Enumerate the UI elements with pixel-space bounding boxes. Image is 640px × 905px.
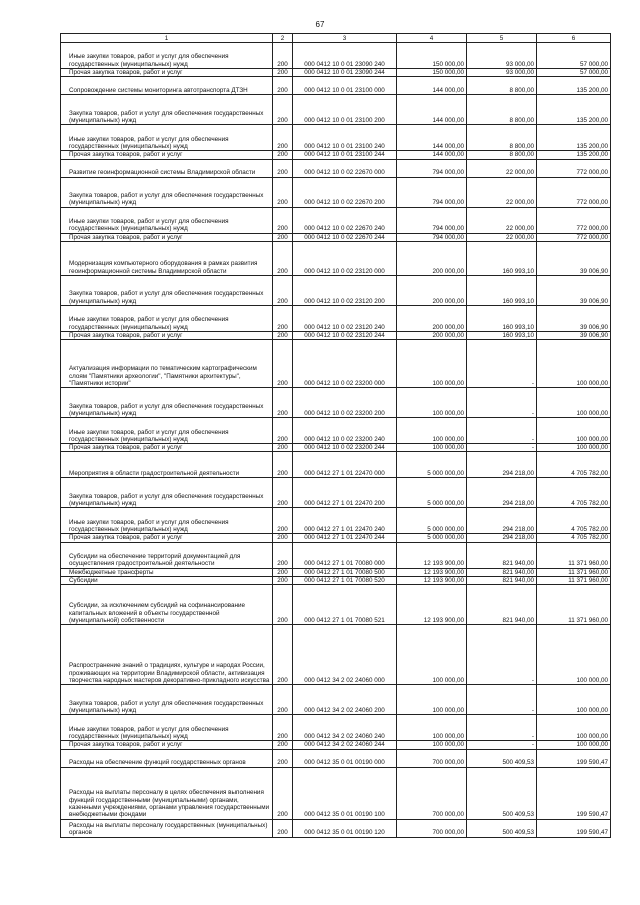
row-name: Сопровождение системы мониторинга автотранспорта ДТЗН [61,77,273,95]
row-col4: 5 000 000,00 [397,508,467,534]
row-name: Иные закупки товаров, работ и услуг для обеспечения государственных (муниципальных) нужд [61,305,273,331]
row-name: Расходы на обеспечение функций государственных органов [61,749,273,767]
row-name: Прочая закупка товаров, работ и услуг [61,151,273,159]
table-row [61,241,611,275]
row-col5: 160 993,10 [467,331,537,339]
row-code: 000 0412 10 0 01 23090 240 [293,43,397,69]
row-kvr: 200 [273,585,293,625]
table-row [61,444,611,452]
row-name: Иные закупки товаров, работ и услуг для обеспечения государственных (муниципальных) нужд [61,508,273,534]
row-code: 000 0412 10 0 02 23120 240 [293,305,397,331]
table-row [61,685,611,715]
row-kvr: 200 [273,340,293,388]
row-col5: 160 993,10 [467,305,537,331]
row-col6: 4 705 782,00 [537,452,611,478]
row-col6: 4 705 782,00 [537,478,611,508]
row-code: 000 0412 34 2 02 24060 244 [293,741,397,749]
row-name: Закупка товаров, работ и услуг для обеспечения государственных (муниципальных) нужд [61,95,273,125]
header-col-3: 3 [293,34,397,43]
row-code: 000 0412 27 1 01 70080 521 [293,585,397,625]
row-col4: 12 193 900,00 [397,577,467,585]
row-kvr: 200 [273,741,293,749]
row-code: 000 0412 10 0 02 22670 240 [293,207,397,233]
row-col6: 4 705 782,00 [537,534,611,542]
table-body [61,43,611,838]
table-header-row [61,34,611,43]
row-name: Прочая закупка товаров, работ и услуг [61,331,273,339]
row-name: Мероприятия в области градостроительной деятельности [61,452,273,478]
row-kvr: 200 [273,452,293,478]
row-name: Субсидии [61,577,273,585]
row-col6: 39 006,90 [537,305,611,331]
row-kvr: 200 [273,125,293,151]
row-code: 000 0412 27 1 01 70080 520 [293,577,397,585]
table-row [61,625,611,685]
row-col6: 199 590,47 [537,749,611,767]
row-kvr: 200 [273,95,293,125]
table-row [61,478,611,508]
row-col5: 8 800,00 [467,125,537,151]
row-code: 000 0412 10 0 02 23200 200 [293,388,397,418]
table-row [61,331,611,339]
row-col4: 5 000 000,00 [397,478,467,508]
row-col6: 199 590,47 [537,819,611,837]
row-col6: 100 000,00 [537,388,611,418]
row-name: Закупка товаров, работ и услуг для обеспечения государственных (муниципальных) нужд [61,275,273,305]
row-col6: 772 000,00 [537,233,611,241]
row-col4: 100 000,00 [397,388,467,418]
row-kvr: 200 [273,241,293,275]
row-col6: 57 000,00 [537,43,611,69]
row-code: 000 0412 10 0 01 23100 000 [293,77,397,95]
row-code: 000 0412 10 0 01 23090 244 [293,69,397,77]
row-col4: 100 000,00 [397,625,467,685]
row-kvr: 200 [273,151,293,159]
row-col4: 144 000,00 [397,95,467,125]
row-col4: 200 000,00 [397,241,467,275]
row-code: 000 0412 10 0 01 23100 240 [293,125,397,151]
budget-table [60,33,611,838]
row-code: 000 0412 10 0 01 23100 244 [293,151,397,159]
row-col5: 500 409,53 [467,749,537,767]
row-code: 000 0412 10 0 02 23120 000 [293,241,397,275]
row-kvr: 200 [273,508,293,534]
table-row [61,577,611,585]
row-col6: 11 371 960,00 [537,577,611,585]
row-col5: - [467,418,537,444]
row-code: 000 0412 27 1 01 22470 200 [293,478,397,508]
table-row [61,452,611,478]
row-col5: 8 800,00 [467,77,537,95]
row-code: 000 0412 10 0 01 23100 200 [293,95,397,125]
row-col6: 11 371 960,00 [537,542,611,568]
table-row [61,159,611,177]
row-kvr: 200 [273,685,293,715]
row-code: 000 0412 34 2 02 24060 000 [293,625,397,685]
row-col4: 12 193 900,00 [397,585,467,625]
row-col4: 700 000,00 [397,819,467,837]
row-col5: 93 000,00 [467,43,537,69]
row-col4: 700 000,00 [397,749,467,767]
row-name: Расходы на выплаты персоналу в целях обеспечения выполнения функций государственными (муниципальными) органами, казенными учреждениями, органами управления государственными внебюджетными фондами [61,767,273,819]
table-row [61,125,611,151]
header-col-2: 2 [273,34,293,43]
row-col5: 160 993,10 [467,275,537,305]
table-row [61,275,611,305]
row-code: 000 0412 27 1 01 70080 500 [293,568,397,576]
row-col6: 135 200,00 [537,151,611,159]
row-code: 000 0412 35 0 01 00190 120 [293,819,397,837]
row-name: Иные закупки товаров, работ и услуг для обеспечения государственных (муниципальных) нужд [61,418,273,444]
row-name: Межбюджетные трансферты [61,568,273,576]
row-col5: - [467,388,537,418]
row-col4: 12 193 900,00 [397,542,467,568]
table-row [61,305,611,331]
table-row [61,418,611,444]
row-col5: 821 940,00 [467,585,537,625]
row-kvr: 200 [273,207,293,233]
row-col6: 772 000,00 [537,159,611,177]
row-col6: 135 200,00 [537,125,611,151]
row-col5: - [467,444,537,452]
row-col4: 200 000,00 [397,331,467,339]
row-col5: 500 409,53 [467,767,537,819]
row-col5: 22 000,00 [467,207,537,233]
row-name: Расходы на выплаты персоналу государственных (муниципальных) органов [61,819,273,837]
row-name: Иные закупки товаров, работ и услуг для обеспечения государственных (муниципальных) нужд [61,715,273,741]
row-name: Закупка товаров, работ и услуг для обеспечения государственных (муниципальных) нужд [61,388,273,418]
row-name: Прочая закупка товаров, работ и услуг [61,69,273,77]
row-col6: 772 000,00 [537,177,611,207]
header-col-1: 1 [61,34,273,43]
row-col4: 794 000,00 [397,233,467,241]
row-col4: 100 000,00 [397,444,467,452]
table-row [61,767,611,819]
row-col6: 57 000,00 [537,69,611,77]
row-kvr: 200 [273,444,293,452]
row-col4: 794 000,00 [397,159,467,177]
row-col5: - [467,715,537,741]
row-col6: 100 000,00 [537,444,611,452]
row-col4: 144 000,00 [397,151,467,159]
row-code: 000 0412 10 0 02 23200 000 [293,340,397,388]
row-code: 000 0412 34 2 02 24060 200 [293,685,397,715]
row-col6: 39 006,90 [537,241,611,275]
row-kvr: 200 [273,534,293,542]
row-kvr: 200 [273,542,293,568]
row-code: 000 0412 10 0 02 22670 000 [293,159,397,177]
row-col5: 22 000,00 [467,177,537,207]
table-row [61,340,611,388]
row-col6: 39 006,90 [537,331,611,339]
header-col-4: 4 [397,34,467,43]
row-kvr: 200 [273,568,293,576]
row-kvr: 200 [273,77,293,95]
row-col5: 821 940,00 [467,568,537,576]
row-kvr: 200 [273,177,293,207]
row-col5: - [467,685,537,715]
row-col6: 100 000,00 [537,715,611,741]
row-col4: 700 000,00 [397,767,467,819]
row-col4: 150 000,00 [397,69,467,77]
row-col6: 135 200,00 [537,95,611,125]
row-col5: 294 218,00 [467,452,537,478]
row-name: Прочая закупка товаров, работ и услуг [61,444,273,452]
row-col4: 794 000,00 [397,207,467,233]
header-col-5: 5 [467,34,537,43]
row-kvr: 200 [273,478,293,508]
row-kvr: 200 [273,625,293,685]
row-kvr: 200 [273,577,293,585]
row-col4: 150 000,00 [397,43,467,69]
row-code: 000 0412 10 0 02 22670 200 [293,177,397,207]
row-col4: 100 000,00 [397,715,467,741]
row-kvr: 200 [273,749,293,767]
row-code: 000 0412 27 1 01 22470 244 [293,534,397,542]
row-col5: 160 993,10 [467,241,537,275]
row-col5: 294 218,00 [467,534,537,542]
row-col6: 100 000,00 [537,625,611,685]
header-col-6: 6 [537,34,611,43]
row-kvr: 200 [273,388,293,418]
table-row [61,207,611,233]
table-row [61,568,611,576]
row-name: Прочая закупка товаров, работ и услуг [61,741,273,749]
table-row [61,741,611,749]
table-row [61,585,611,625]
row-kvr: 200 [273,767,293,819]
row-kvr: 200 [273,159,293,177]
row-name: Развитие геоинформационной системы Владимирской области [61,159,273,177]
row-col6: 100 000,00 [537,741,611,749]
row-col5: - [467,741,537,749]
row-name: Иные закупки товаров, работ и услуг для обеспечения государственных (муниципальных) нужд [61,43,273,69]
row-code: 000 0412 35 0 01 00190 100 [293,767,397,819]
table-row [61,388,611,418]
row-col4: 144 000,00 [397,125,467,151]
row-code: 000 0412 27 1 01 22470 240 [293,508,397,534]
table-row [61,177,611,207]
row-col5: 93 000,00 [467,69,537,77]
row-kvr: 200 [273,819,293,837]
row-col4: 12 193 900,00 [397,568,467,576]
row-name: Актуализация информации по тематическим картографическим слоям "Памятники археологии", "Памятники архитектуры", "Памятники истории" [61,340,273,388]
row-name: Закупка товаров, работ и услуг для обеспечения государственных (муниципальных) нужд [61,478,273,508]
row-code: 000 0412 27 1 01 22470 000 [293,452,397,478]
row-code: 000 0412 35 0 01 00190 000 [293,749,397,767]
table-row [61,151,611,159]
row-col4: 5 000 000,00 [397,534,467,542]
row-col6: 135 200,00 [537,77,611,95]
row-name: Субсидии, за исключением субсидий на софинансирование капитальных вложений в объекты государственной (муниципальной) собственности [61,585,273,625]
table-row [61,749,611,767]
row-col6: 39 006,90 [537,275,611,305]
row-kvr: 200 [273,69,293,77]
row-name: Прочая закупка товаров, работ и услуг [61,233,273,241]
table-row [61,534,611,542]
row-col5: 294 218,00 [467,478,537,508]
row-col5: 821 940,00 [467,577,537,585]
table-row [61,77,611,95]
row-col4: 5 000 000,00 [397,452,467,478]
row-code: 000 0412 10 0 02 23200 240 [293,418,397,444]
row-code: 000 0412 10 0 02 23200 244 [293,444,397,452]
row-kvr: 200 [273,43,293,69]
row-col6: 772 000,00 [537,207,611,233]
row-name: Субсидии на обеспечение территорий документацией для осуществления градостроительной деятельности [61,542,273,568]
table-row [61,542,611,568]
row-col5: 821 940,00 [467,542,537,568]
row-col5: - [467,340,537,388]
row-col5: 8 800,00 [467,95,537,125]
table-row [61,95,611,125]
row-col6: 100 000,00 [537,340,611,388]
row-name: Закупка товаров, работ и услуг для обеспечения государственных (муниципальных) нужд [61,685,273,715]
row-col4: 794 000,00 [397,177,467,207]
table-row [61,819,611,837]
row-kvr: 200 [273,305,293,331]
row-col6: 199 590,47 [537,767,611,819]
row-kvr: 200 [273,233,293,241]
row-kvr: 200 [273,715,293,741]
row-name: Иные закупки товаров, работ и услуг для обеспечения государственных (муниципальных) нужд [61,207,273,233]
row-col4: 200 000,00 [397,275,467,305]
row-name: Закупка товаров, работ и услуг для обеспечения государственных (муниципальных) нужд [61,177,273,207]
row-kvr: 200 [273,275,293,305]
row-col4: 100 000,00 [397,418,467,444]
table-row [61,233,611,241]
row-col6: 100 000,00 [537,418,611,444]
row-col6: 11 371 960,00 [537,568,611,576]
row-kvr: 200 [273,331,293,339]
row-col4: 144 000,00 [397,77,467,95]
row-code: 000 0412 34 2 02 24060 240 [293,715,397,741]
row-col5: 294 218,00 [467,508,537,534]
row-name: Распространение знаний о традициях, культуре и народах России, проживающих на территории Владимирской области, активизация творчества народных мастеров декоративно-прикладного искусства [61,625,273,685]
row-name: Модернизация компьютерного оборудования в рамках развития геоинформационной системы Владимирской области [61,241,273,275]
row-code: 000 0412 10 0 02 22670 244 [293,233,397,241]
table-row [61,69,611,77]
row-name: Прочая закупка товаров, работ и услуг [61,534,273,542]
row-code: 000 0412 10 0 02 23120 244 [293,331,397,339]
row-col5: 22 000,00 [467,159,537,177]
row-col6: 100 000,00 [537,685,611,715]
table-row [61,715,611,741]
row-code: 000 0412 27 1 01 70080 000 [293,542,397,568]
row-code: 000 0412 10 0 02 23120 200 [293,275,397,305]
row-col5: 8 800,00 [467,151,537,159]
table-row [61,508,611,534]
row-col4: 100 000,00 [397,741,467,749]
row-col5: 22 000,00 [467,233,537,241]
row-col6: 11 371 960,00 [537,585,611,625]
row-name: Иные закупки товаров, работ и услуг для обеспечения государственных (муниципальных) нужд [61,125,273,151]
row-col4: 100 000,00 [397,685,467,715]
row-col6: 4 705 782,00 [537,508,611,534]
row-kvr: 200 [273,418,293,444]
row-col4: 200 000,00 [397,305,467,331]
row-col5: 500 409,53 [467,819,537,837]
page-number: 67 [315,20,325,29]
row-col5: - [467,625,537,685]
row-col4: 100 000,00 [397,340,467,388]
table-row [61,43,611,69]
